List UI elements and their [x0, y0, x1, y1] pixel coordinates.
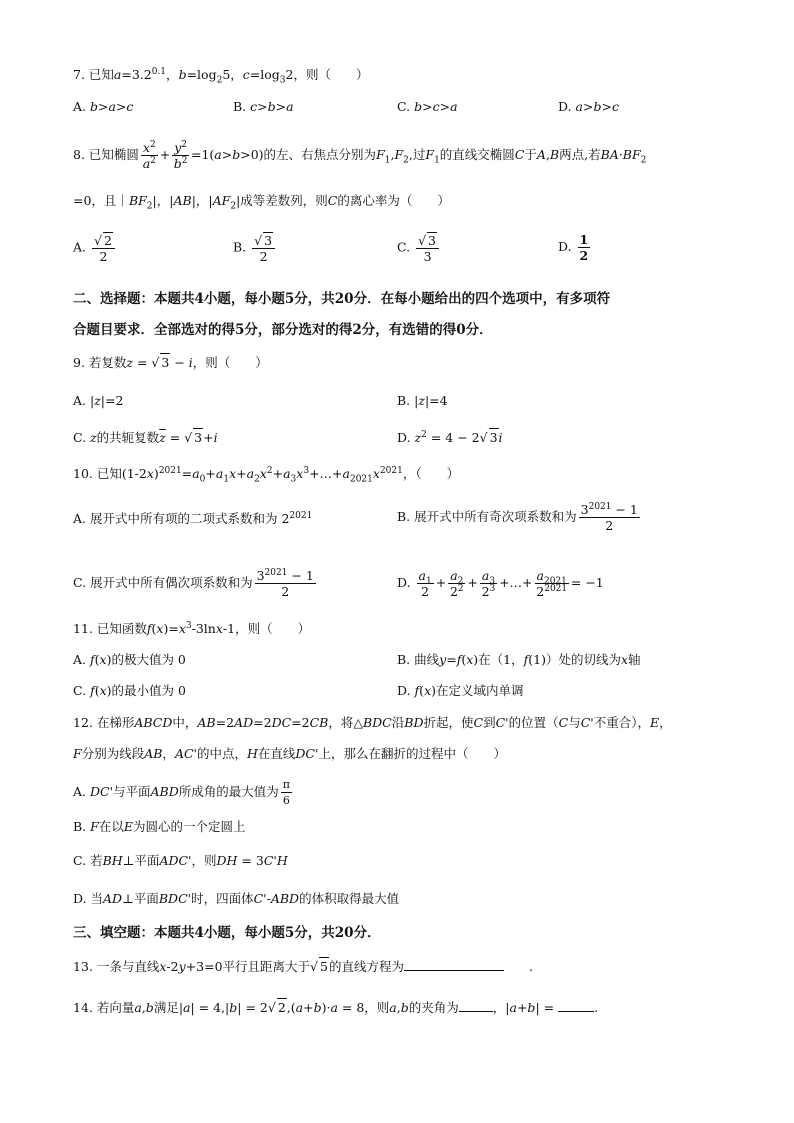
- q10-option-c: C. 展开式中所有偶次项系数和为 $\frac{3^{2021} - 1}{2}$: [73, 567, 314, 599]
- q12-option-d: D. 当AD⊥平面BDC'时，四面体C'-ABD的体积取得最大值: [73, 891, 400, 906]
- q12-option-c: C. 若BH⊥平面ADC'，则DH = 3C'H: [73, 853, 288, 868]
- q13-stem: 13. 一条与直线x-2y+3=0平行且距离大于√ 5的直线方程为 .: [73, 959, 533, 974]
- section-3-heading: 三、填空题：本题共4小题，每小题5分，共20分．: [73, 925, 381, 941]
- q7-option-a: A. b>a>c: [73, 99, 134, 114]
- q11-option-a: A. f(x)的极大值为 0: [73, 652, 186, 667]
- q8-option-d: D. $\frac{1}{2}$: [558, 232, 589, 263]
- q9-option-d: D. $z^2 = 4 - 2√$ 3i: [397, 429, 503, 445]
- q12-stem-line1: 12. 在梯形ABCD中，AB=2AD=2DC=2CB，将△BDC沿BD折起，使C到C'的位置（C与C'不重合），E，: [73, 715, 672, 730]
- q7-option-c: C. b>c>a: [397, 99, 458, 114]
- q14-angle-blank[interactable]: [459, 1011, 493, 1012]
- q8-stem-line2: =0，且$|BF_2|$，|AB|，$|AF_2|$成等差数列，则C的离心率为（ ）: [73, 193, 450, 212]
- q8-option-b: B. $\frac{√ 3}{2}$: [233, 232, 277, 264]
- q8-option-a: A. $\frac{√ 2}{2}$: [73, 232, 117, 264]
- q9-option-a: A. |z|=2: [73, 393, 124, 408]
- section-2-heading-line1: 二、选择题：本题共4小题，每小题5分，共20分．在每小题给出的四个选项中，有多项符: [73, 291, 611, 307]
- q10-stem: 10. 已知$(1-2x)^{2021}=a_0+a_1x+a_2x^2+a_3x^3+\dots+a_{2021}x^{2021}$，（ ）: [73, 465, 460, 485]
- q11-option-d: D. f(x)在定义域内单调: [397, 683, 524, 698]
- q9-option-b: B. |z|=4: [397, 393, 448, 408]
- q12-option-a: A. DC'与平面ABD所成角的最大值为 $\frac{\pi}{6}$: [73, 778, 291, 807]
- q11-option-c: C. f(x)的最小值为 0: [73, 683, 186, 698]
- q8-option-c: C. $\frac{√ 3}{3}$: [397, 232, 441, 264]
- q12-stem-line2: F分别为线段AB，AC'的中点，H在直线DC'上，那么在翻折的过程中（ ）: [73, 746, 506, 761]
- q9-option-c: C. z的共轭复数$\overline{z}$ = √ 3+i: [73, 430, 218, 445]
- q11-option-b: B. 曲线y=f(x)在（1，f(1)）处的切线为x轴: [397, 652, 641, 667]
- q12-option-b: B. F在以E为圆心的一个定圆上: [73, 819, 246, 834]
- q7-stem: 7. 已知$a=3.2^{0.1}$，$b=\log_25$，$c=\log_32$，则（ ）: [73, 66, 369, 86]
- q10-option-a: A. 展开式中所有项的二项式系数和为 $2^{2021}$: [73, 510, 313, 526]
- section-2-heading-line2: 合题目要求．全部选对的得5分，部分选对的得2分，有选错的得0分．: [73, 322, 493, 338]
- q8-stem-line1: 8. 已知椭圆 $\frac{x^2}{a^2}$ + $\frac{y^2}{b^2}$ =1(a>b>0)的左、右焦点分别为$F_1,F_2$,过$F_1$的直线交椭圆C于A,B两点,若$BA\cdot BF_2$: [73, 139, 647, 171]
- q13-answer-blank[interactable]: [404, 970, 504, 971]
- q7-option-b: B. c>b>a: [233, 99, 294, 114]
- q14-stem: 14. 若向量a,b满足|a| = 4,|b| = 2√ 2,(a+b)·a = 8，则a,b的夹角为 ，|a+b| = .: [73, 1000, 599, 1015]
- q10-option-b: B. 展开式中所有奇次项系数和为 $\frac{3^{2021} - 1}{2}$: [397, 501, 638, 533]
- q11-stem: 11. 已知函数$f(x)=x^3-3\ln x-1$，则（ ）: [73, 620, 311, 636]
- q10-option-d: D. $\frac{a_1}{2}$ + $\frac{a_2}{2^2}$ + $\frac{a_3}{2^3}$ +…+ $\frac{a_{2021}}{2^{2021}}$ = −1: [397, 568, 604, 599]
- q14-magnitude-blank[interactable]: [558, 1011, 594, 1012]
- q9-stem: 9. 若复数z = √ 3 − i，则（ ）: [73, 355, 268, 370]
- q7-option-d: D. a>b>c: [558, 99, 619, 114]
